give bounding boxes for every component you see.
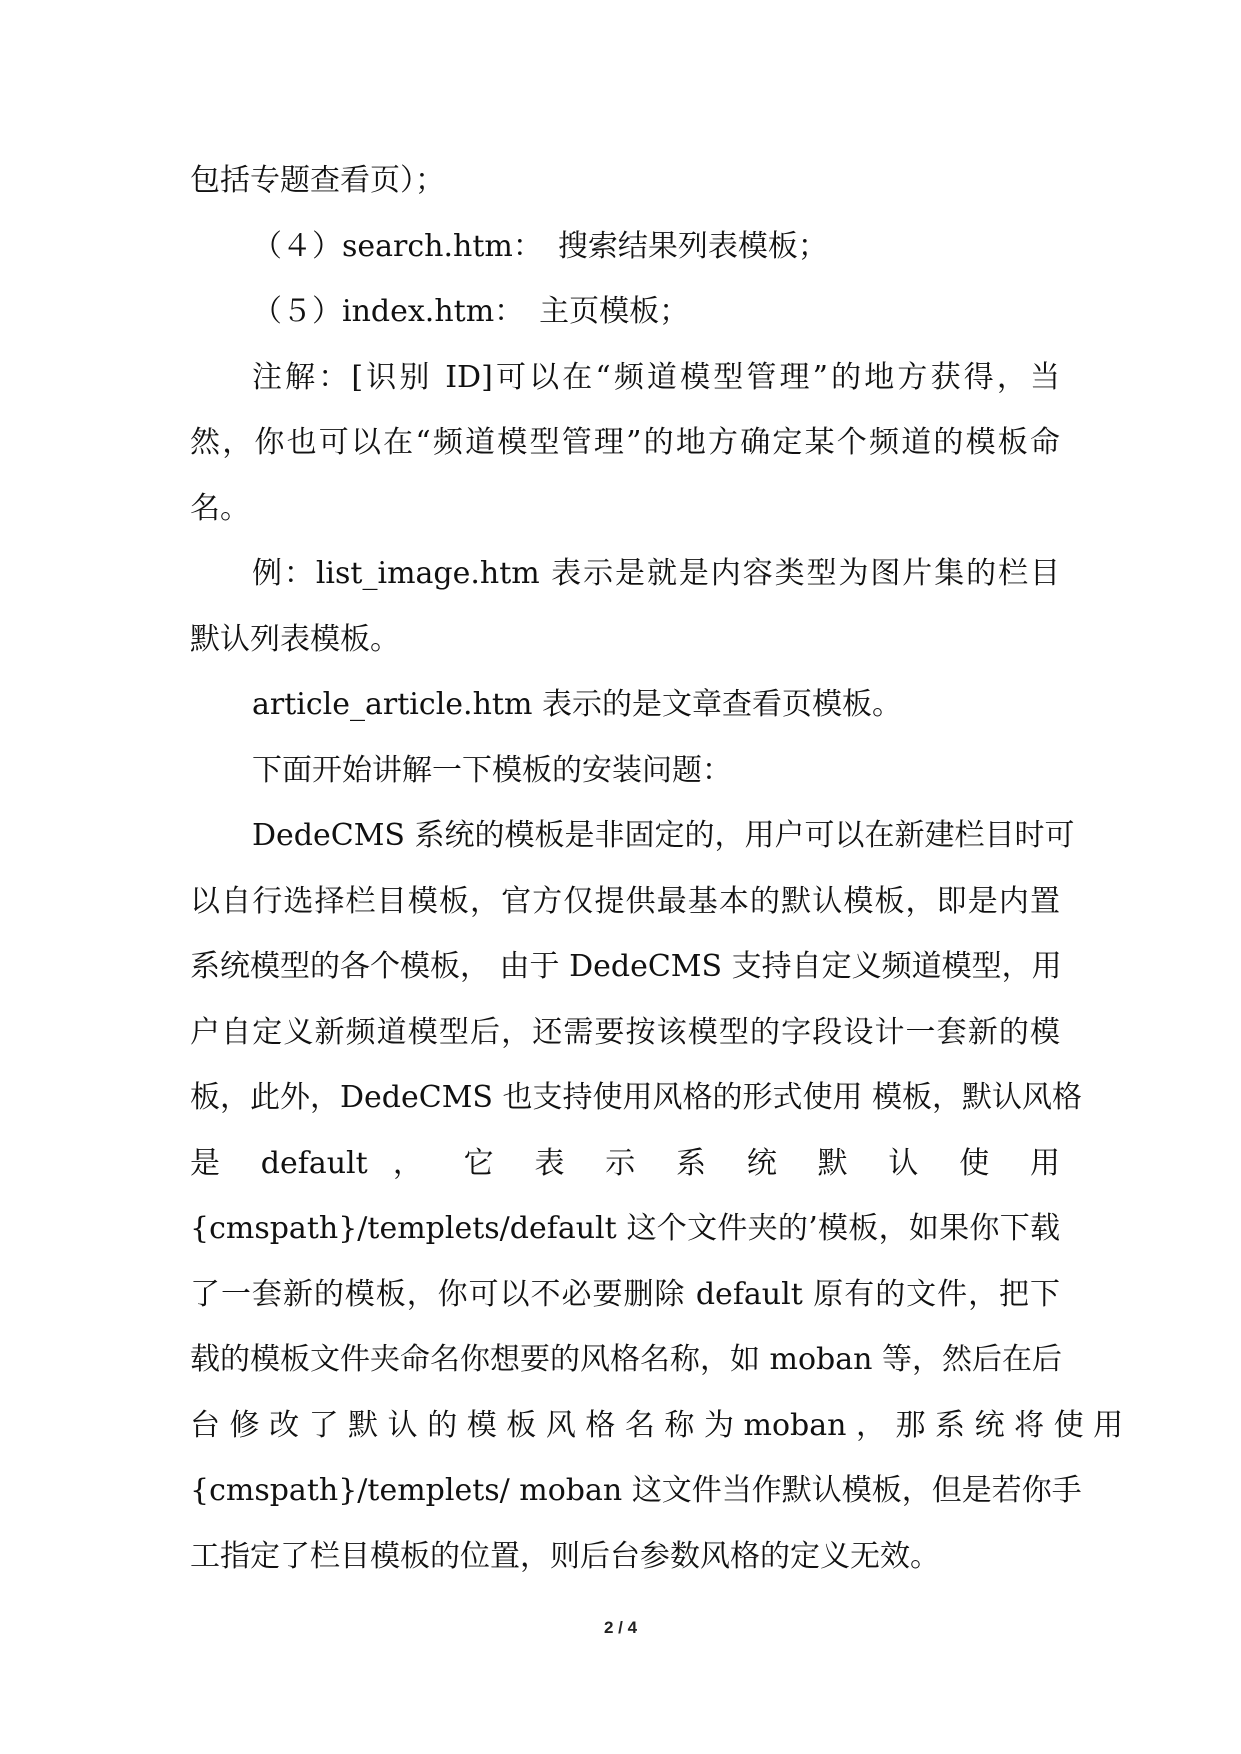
text-line: 默认列表模板。 xyxy=(190,621,400,657)
text-line: （４）search.htm： 搜索结果列表模板； xyxy=(252,228,828,264)
text-line: 户自定义新频道模型后，还需要按该模型的字段设计一套新的模 xyxy=(190,1014,1060,1050)
text-line: 注解：[识别 ID]可以在“频道模型管理”的地方获得，当 xyxy=(252,359,1060,395)
text-line: article_article.htm 表示的是文章查看页模板。 xyxy=(252,687,902,722)
text-line: 了一套新的模板，你可以不必要删除 default 原有的文件，把下 xyxy=(190,1276,1060,1312)
text-line: 系统模型的各个模板， 由于 DedeCMS 支持自定义频道模型，用 xyxy=(190,949,1062,984)
text-line: 是 default ， 它 表 示 系 统 默 认 使 用 xyxy=(190,1145,1060,1181)
text-line: 下面开始讲解一下模板的安装问题： xyxy=(252,752,732,788)
text-line: 以自行选择栏目模板，官方仅提供最基本的默认模板，即是内置 xyxy=(190,883,1060,919)
text-line: 载的模板文件夹命名你想要的风格名称，如 moban 等，然后在后 xyxy=(190,1342,1062,1377)
text-line: {cmspath}/templets/default 这个文件夹的’模板，如果你下载 xyxy=(190,1211,1060,1246)
text-line: （５）index.htm： 主页模板； xyxy=(252,294,690,329)
text-line: 然，你也可以在“频道模型管理”的地方确定某个频道的模板命 xyxy=(190,425,1060,460)
text-line: DedeCMS 系统的模板是非固定的，用户可以在新建栏目时可 xyxy=(252,818,1075,853)
text-line: 例：list_image.htm 表示是就是内容类型为图片集的栏目 xyxy=(252,556,1060,591)
document-body xyxy=(190,148,1124,1589)
text-line: 包括专题查看页）； xyxy=(190,163,445,198)
text-line: {cmspath}/templets/ moban 这文件当作默认模板，但是若你手 xyxy=(190,1473,1082,1508)
text-line: 名。 xyxy=(190,490,250,526)
page-number: 2 / 4 xyxy=(603,1618,638,1637)
text-line: 台 修 改 了 默 认 的 模 板 风 格 名 称 为 moban ， 那 系 统 将 使 用 xyxy=(190,1407,1124,1443)
text-line: 板，此外，DedeCMS 也支持使用风格的形式使用 模板，默认风格 xyxy=(190,1080,1083,1115)
text-line: 工指定了栏目模板的位置，则后台参数风格的定义无效。 xyxy=(190,1538,940,1574)
